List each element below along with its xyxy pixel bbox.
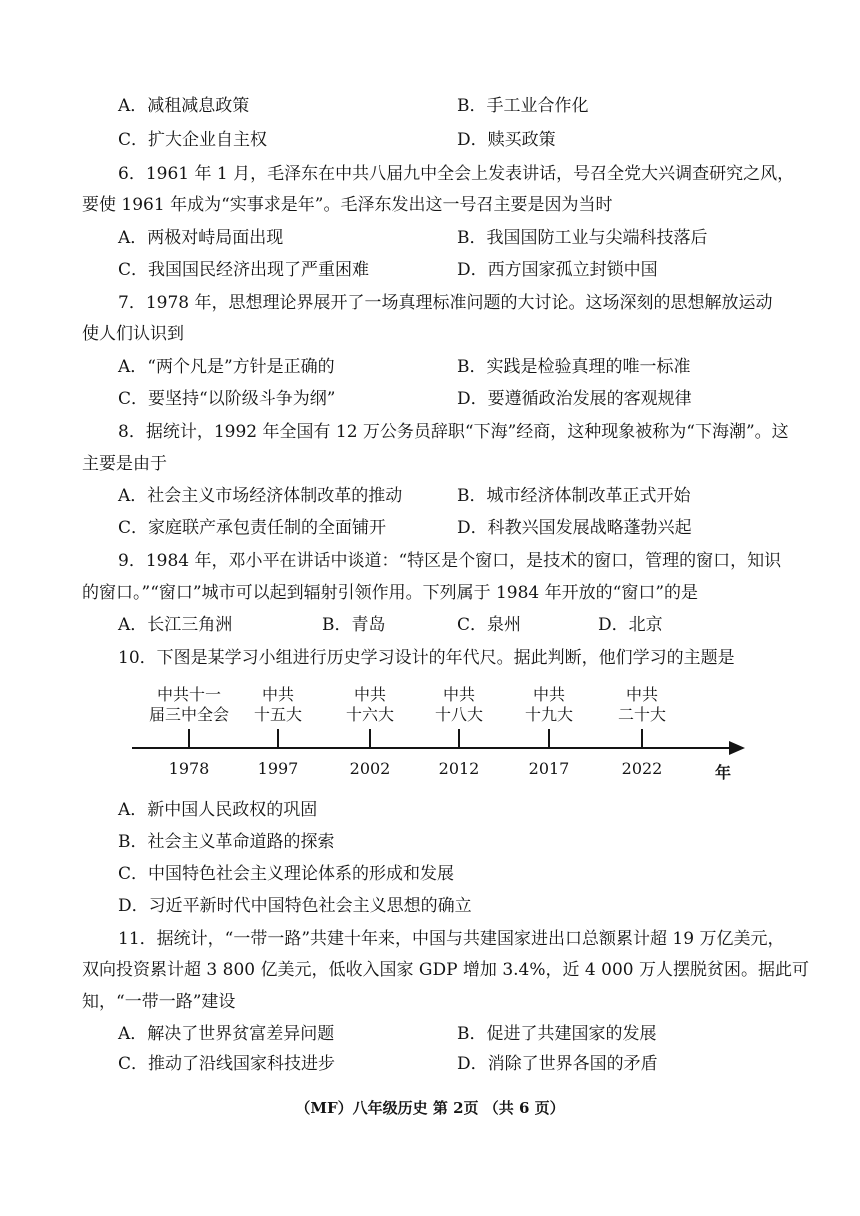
q7-stem-line2: 使人们认识到 — [82, 324, 184, 344]
timeline-year-label: 2002 — [349, 759, 391, 778]
timeline-event-label: 中共十一 届三中全会 — [148, 685, 229, 724]
q6-option-c: C．我国国民经济出现了严重困难 — [118, 260, 370, 280]
q6-stem-line1: 6．1961 年 1 月，毛泽东在中共八届九中全会上发表讲话，号召全党大兴调查研究之风， — [118, 164, 795, 184]
q7-stem-line1: 7．1978 年，思想理论界展开了一场真理标准问题的大讨论。这场深刻的思想解放运动 — [118, 293, 773, 313]
q9-stem-line2: 的窗口。”“窗口”城市可以起到辐射引领作用。下列属于 1984 年开放的“窗口”的是 — [82, 583, 699, 603]
q6-option-a: A．两极对峙局面出现 — [118, 228, 284, 248]
q7-option-c: C．要坚持“以阶级斗争为纲” — [118, 389, 336, 409]
q6-stem-line2: 要使 1961 年成为“实事求是年”。毛泽东发出这一号召主要是因为当时 — [82, 195, 613, 215]
q10-option-b: B．社会主义革命道路的探索 — [118, 832, 335, 852]
q7-option-d: D．要遵循政治发展的客观规律 — [457, 389, 692, 409]
timeline-year-label: 1997 — [257, 759, 299, 778]
q11-option-b: B．促进了共建国家的发展 — [457, 1024, 657, 1044]
timeline-event-label: 中共 十九大 — [524, 685, 573, 724]
q11-stem-line3: 知，“一带一路”建设 — [82, 992, 236, 1012]
timeline-event-label: 中共 十八大 — [434, 685, 483, 724]
q10-option-c: C．中国特色社会主义理论体系的形成和发展 — [118, 864, 455, 884]
timeline-year-label: 2017 — [528, 759, 570, 778]
q9-option-d: D．北京 — [598, 615, 663, 635]
page-footer: （MF）八年级历史 第 2页 （共 6 页） — [295, 1099, 565, 1117]
timeline-year-label: 1978 — [168, 759, 210, 778]
q6-option-d: D．西方国家孤立封锁中国 — [457, 260, 658, 280]
q11-option-d: D．消除了世界各国的矛盾 — [457, 1054, 658, 1074]
q11-option-c: C．推动了沿线国家科技进步 — [118, 1054, 336, 1074]
q8-stem-line2: 主要是由于 — [82, 454, 167, 474]
q5-option-d: D．赎买政策 — [457, 130, 556, 150]
q5-option-a: A．减租减息政策 — [118, 96, 250, 116]
q10-option-a: A．新中国人民政权的巩固 — [118, 800, 318, 820]
q8-stem-line1: 8．据统计，1992 年全国有 12 万公务员辞职“下海”经商，这种现象被称为“下海潮”。这 — [118, 422, 789, 442]
q11-option-a: A．解决了世界贫富差异问题 — [118, 1024, 335, 1044]
q11-stem-line2: 双向投资累计超 3 800 亿美元，低收入国家 GDP 增加 3.4%，近 4 000 万人摆脱贫困。据此可 — [82, 960, 809, 980]
q11-stem-line1: 11．据统计，“一带一路”共建十年来，中国与共建国家进出口总额累计超 19 万亿美元， — [118, 929, 785, 949]
timeline-year-label: 2012 — [438, 759, 480, 778]
q5-option-b: B．手工业合作化 — [457, 96, 589, 116]
q8-option-a: A．社会主义市场经济体制改革的推动 — [118, 486, 403, 506]
q9-option-a: A．长江三角洲 — [118, 615, 233, 635]
q10-stem: 10．下图是某学习小组进行历史学习设计的年代尺。据此判断，他们学习的主题是 — [118, 648, 735, 668]
q7-option-b: B．实践是检验真理的唯一标准 — [457, 357, 691, 377]
q8-option-d: D．科教兴国发展战略蓬勃兴起 — [457, 518, 692, 538]
q8-option-b: B．城市经济体制改革正式开始 — [457, 486, 691, 506]
timeline-event-label: 中共 十六大 — [345, 685, 394, 724]
timeline-unit-label: 年 — [714, 763, 731, 782]
q9-option-b: B．青岛 — [322, 615, 386, 635]
timeline-arrow-icon — [729, 741, 745, 755]
q9-stem-line1: 9．1984 年，邓小平在讲话中谈道：“特区是个窗口，是技术的窗口，管理的窗口，知识 — [118, 551, 782, 571]
q10-option-d: D．习近平新时代中国特色社会主义思想的确立 — [118, 896, 472, 916]
q8-option-c: C．家庭联产承包责任制的全面铺开 — [118, 518, 387, 538]
timeline-event-label: 中共 十五大 — [253, 685, 302, 724]
q9-option-c: C．泉州 — [457, 615, 522, 635]
q6-option-b: B．我国国防工业与尖端科技落后 — [457, 228, 708, 248]
q7-option-a: A．“两个凡是”方针是正确的 — [118, 357, 335, 377]
q5-option-c: C．扩大企业自主权 — [118, 130, 268, 150]
timeline-event-label: 中共 二十大 — [617, 685, 666, 724]
timeline-year-label: 2022 — [621, 759, 663, 778]
